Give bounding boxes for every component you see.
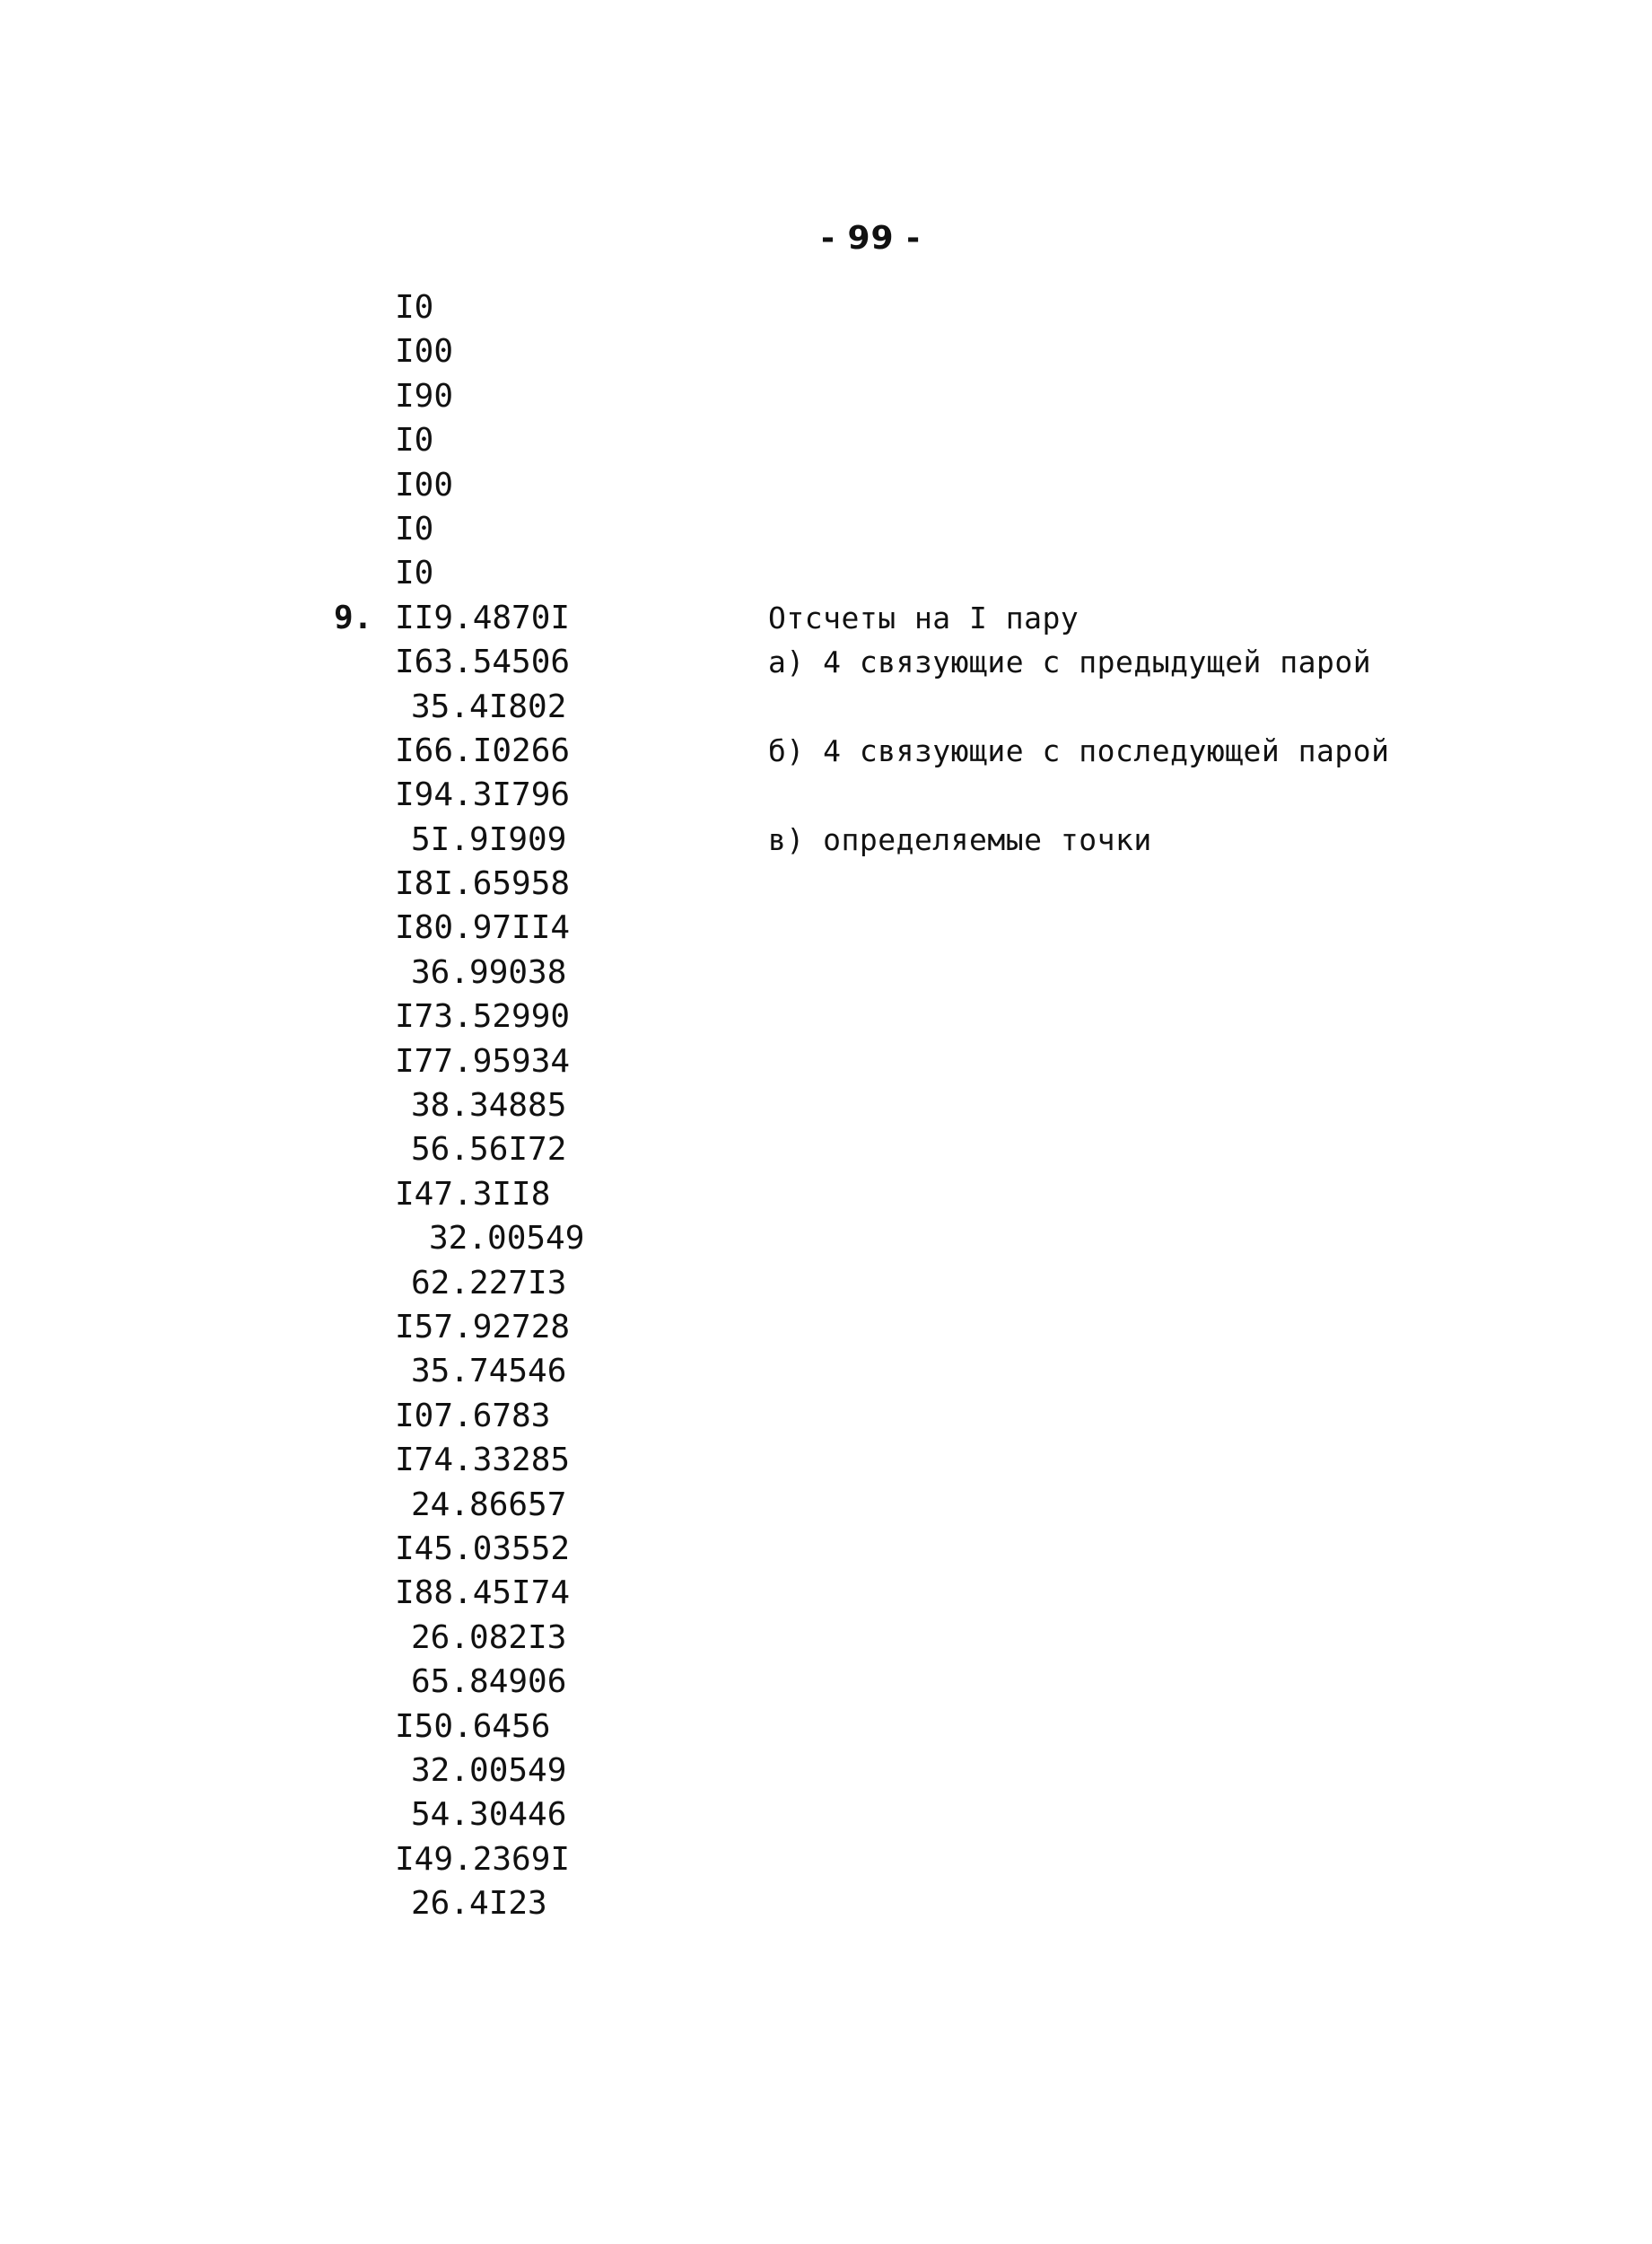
value-row [0,1083,682,1127]
value-row [0,818,682,862]
value-row [0,285,682,329]
value-text: 56.56I72 [411,1131,567,1169]
value-text: I73.52990 [395,998,571,1036]
value-text: I94.3I796 [395,776,571,814]
value-row [0,1438,682,1482]
value-row [0,1127,682,1171]
value-row [0,1261,682,1305]
value-text: I66.I0266 [395,732,571,769]
values-column [0,285,1390,1925]
value-text: 62.227I3 [411,1264,567,1302]
value-row [0,685,682,729]
value-row [0,995,682,1039]
value-text: 35.4I802 [411,688,567,725]
value-text: 5I.9I909 [411,820,567,858]
value-text: I07.6783 [395,1397,551,1434]
value-text: 32.00549 [411,1751,567,1789]
value-row [0,1837,682,1881]
value-row [0,1172,682,1216]
value-text: I57.92728 [395,1308,571,1346]
note-c: в) определяемые точки [768,821,1152,857]
value-row [0,1705,682,1749]
value-text: 26.4I23 [411,1885,547,1923]
value-text: I00 [395,333,454,371]
value-text: 35.74546 [411,1353,567,1390]
value-row [0,551,682,595]
value-row [0,1571,682,1615]
value-text: I8I.65958 [395,865,571,903]
value-row [0,640,682,684]
value-text: I0 [395,555,434,592]
value-text: I88.45I74 [395,1574,571,1612]
value-text: I50.6456 [395,1707,551,1745]
value-row [0,1394,682,1438]
value-row [0,507,682,551]
value-text: I45.03552 [395,1530,571,1567]
notes-heading: Отсчеты на I пару [768,600,1079,636]
value-row [0,1483,682,1527]
value-text: I0 [395,422,434,460]
value-text: 54.30446 [411,1796,567,1834]
value-row [0,418,682,462]
page-number: - 99 - [820,220,922,257]
value-row [0,463,682,507]
value-text: I47.3II8 [395,1175,551,1213]
value-text: 65.84906 [411,1663,567,1701]
value-row [0,1305,682,1349]
item-number: 9. [334,599,373,636]
value-text: I80.97II4 [395,909,571,947]
value-row [0,1749,682,1793]
value-text: I90 [395,377,454,415]
value-text: 38.34885 [411,1087,567,1125]
note-a: а) 4 связующие с предыдущей парой [768,644,1372,680]
value-row [0,1349,682,1393]
value-text: 24.86657 [411,1486,567,1523]
value-text: I0 [395,289,434,326]
value-text: I0 [395,510,434,548]
value-text: 26.082I3 [411,1618,567,1656]
value-row [0,1527,682,1571]
value-row [0,773,682,817]
value-text: I00 [395,466,454,504]
value-row [0,729,682,773]
value-text: II9.4870I [395,599,571,636]
value-text: 36.99038 [411,953,567,991]
value-row [0,1793,682,1836]
value-row [0,1216,682,1260]
value-row [0,1881,682,1925]
value-text: I49.2369I [395,1840,571,1878]
value-row [0,1616,682,1660]
value-row [0,374,682,418]
value-text: I77.95934 [395,1042,571,1080]
value-row [0,329,682,373]
value-row [0,1660,682,1704]
note-b: б) 4 связующие с последующей парой [768,732,1390,768]
value-row [0,862,682,906]
value-text: I63.54506 [395,644,571,681]
value-text: I74.33285 [395,1442,571,1479]
value-row [0,951,682,995]
value-text: 32.00549 [429,1220,585,1258]
value-row [0,1039,682,1083]
value-row [0,906,682,950]
